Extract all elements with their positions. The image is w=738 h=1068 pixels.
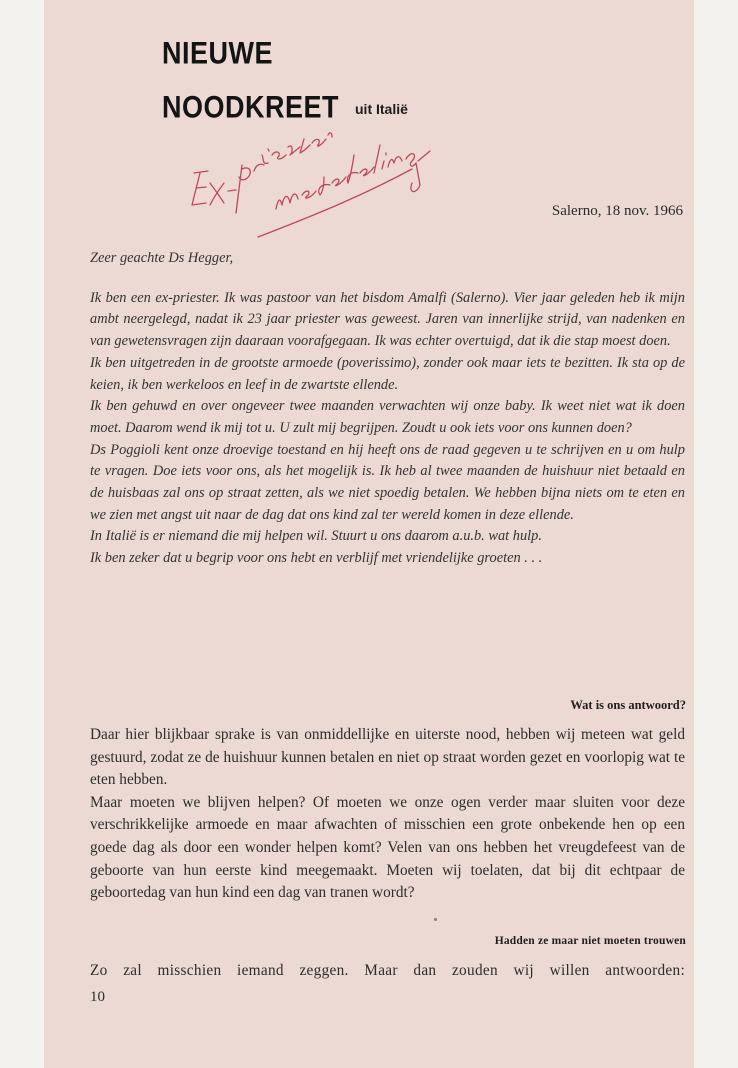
article-title-line-1: NIEUWE bbox=[162, 35, 273, 71]
response-paragraph: Maar moeten we blijven helpen? Of moeten we onze ogen verder maar sluiten voor deze verschrikkelijke armoede en maar afwachten of misschien een grote onbekende hen op een goede dag als door een wonder helpen komt? Velen van ons hebben het vreugdefeest van de geboorte van hun eerste kind meegemaakt. Moeten wij toelaten, dat bij dit echtpaar de geboortedag van hun kind een dag van tranen wordt? bbox=[90, 793, 685, 902]
response-body bbox=[90, 724, 685, 905]
letter-paragraph: Ik ben zeker dat u begrip voor ons hebt en verblijf met vriendelijke groeten . . . bbox=[90, 550, 543, 567]
letter-date: Salerno, 18 nov. 1966 bbox=[551, 203, 683, 219]
section2-text: Zo zal misschien iemand zeggen. Maar dan zouden wij willen antwoorden: bbox=[90, 962, 685, 979]
letter-body bbox=[90, 248, 685, 570]
article-subtitle: uit Italië bbox=[355, 101, 408, 117]
article-title-line-2: NOODKREET bbox=[162, 89, 340, 125]
response-paragraph: Daar hier blijkbaar sprake is van onmiddellijke en uiterste nood, hebben wij meteen wat geld gestuurd, zodat ze de huishuur kunnen betalen en niet op straat worden gezet en voorlopig wat te eten hebben. bbox=[90, 726, 685, 789]
handwritten-annotation-text bbox=[450, 125, 451, 126]
handwritten-annotation bbox=[180, 125, 450, 240]
page-number: 10 bbox=[90, 989, 105, 1005]
letter-paragraph: In Italië is er niemand die mij helpen wil. Stuurt u ons daarom a.u.b. wat hulp. bbox=[90, 528, 542, 545]
letter-paragraph: Ik ben een ex-priester. Ik was pastoor van het bisdom Amalfi (Salerno). Vier jaar geleden heb ik mijn ambt neergelegd, nadat ik 23 jaar priester was geweest. Jaren van innerlijke strijd, van nadenken en van gewetensvragen zijn daaraan voorafgegaan. Ik was echter overtuigd, dat ik die stap moest doen. bbox=[90, 289, 685, 350]
section-heading-answer: Wat is ons antwoord? bbox=[570, 698, 686, 712]
letter-paragraph: Ik ben uitgetreden in de grootste armoede (poverissimo), zonder ook maar iets te bezitten. Ik sta op de keien, ik ben werkeloos en leef in de zwartste ellende. bbox=[90, 354, 685, 393]
letter-paragraph: Ds Poggioli kent onze droevige toestand en hij heeft ons de raad gegeven u te schrijven en u om hulp te vragen. Doe iets voor ons, als het mogelijk is. Ik heb al twee maanden de huishuur niet betaald en de huisbaas zal ons op straat zetten, als we niet spoedig betalen. We hebben bijna niets om te eten en we zien met angst uit naar de dag dat ons kind zal ter wereld komen in deze ellende. bbox=[90, 441, 685, 523]
print-speck bbox=[434, 918, 437, 921]
letter-paragraph: Ik ben gehuwd en over ongeveer twee maanden verwachten wij onze baby. Ik weet niet wat ik doen moet. Daarom wend ik mij tot u. U zult mij begrijpen. Zoudt u ook iets voor ons kunnen doen? bbox=[90, 398, 685, 436]
section-heading-marriage: Hadden ze maar niet moeten trouwen bbox=[494, 935, 686, 947]
handwriting-scribble-icon bbox=[180, 125, 450, 240]
letter-salutation: Zeer geachte Ds Hegger, bbox=[90, 250, 234, 266]
